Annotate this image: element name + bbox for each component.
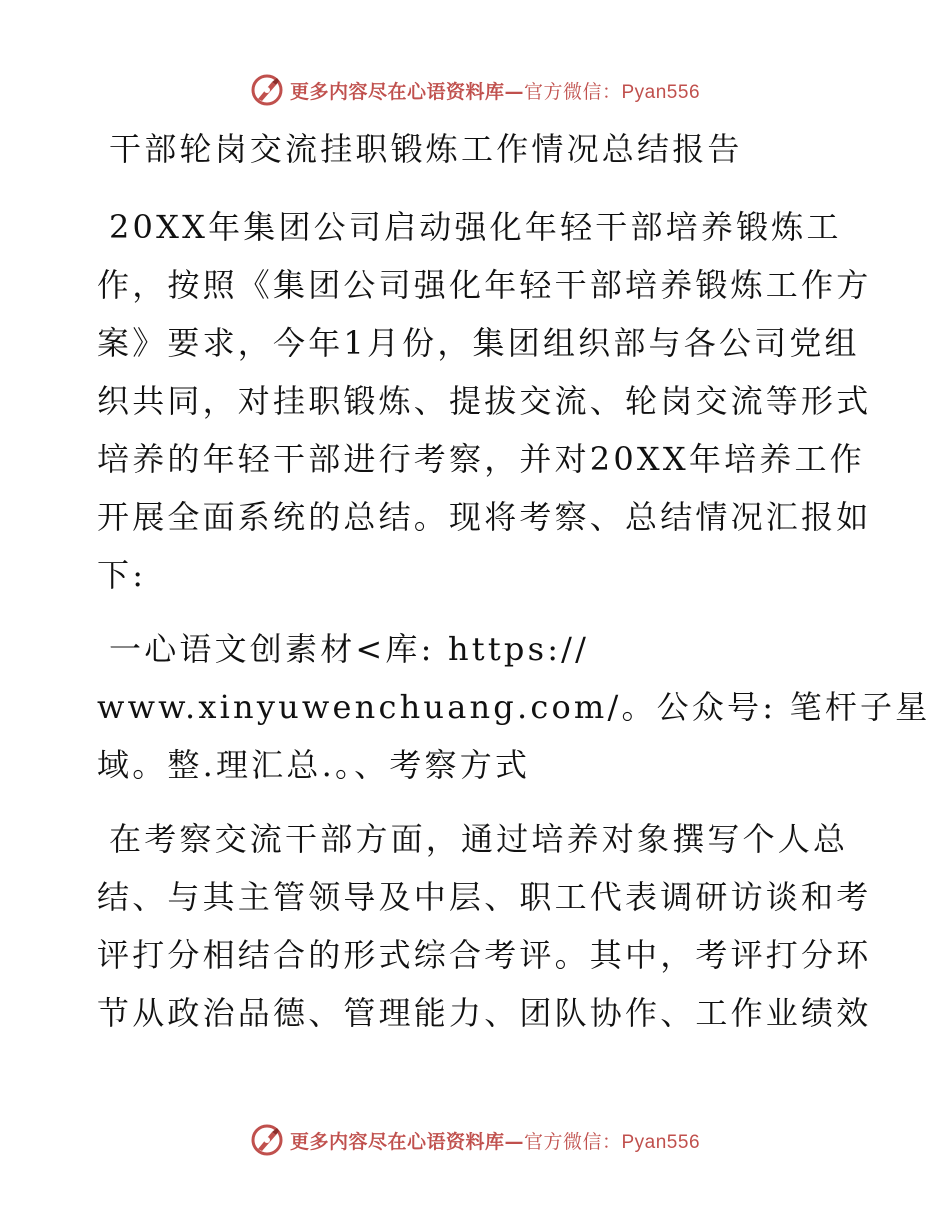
paragraph-line: 域。整.理汇总.。、考察方式: [97, 746, 531, 784]
quill-logo-icon: [250, 1123, 284, 1157]
paragraph-line: 评打分相结合的形式综合考评。其中，考评打分环: [97, 936, 872, 974]
footer-site-name: 更多内容尽在心语资料库: [289, 1130, 505, 1153]
paragraph-line: 作，按照《集团公司强化年轻干部培养锻炼工作方: [97, 266, 872, 304]
header-banner: [0, 70, 950, 110]
document-title: 干部轮岗交流挂职锻炼工作情况总结报告: [109, 130, 743, 168]
footer-wechat-id: Pyan556: [621, 1131, 701, 1153]
paragraph-line: 一心语文创素材<库: https://: [109, 630, 590, 668]
footer-text: [290, 1127, 700, 1154]
paragraph-line: 培养的年轻干部进行考察，并对20XX年培养工作: [97, 440, 865, 478]
paragraph-3: [97, 810, 872, 1042]
paragraph-line: 织共同，对挂职锻炼、提拔交流、轮岗交流等形式: [97, 382, 872, 420]
footer-wechat-label: 官方微信：: [523, 1130, 622, 1153]
paragraph-line: 在考察交流干部方面，通过培养对象撰写个人总: [109, 820, 849, 858]
header-wechat-label: 官方微信：: [523, 80, 622, 103]
header-text: [290, 77, 700, 104]
paragraph-line: 下:: [97, 556, 147, 594]
paragraph-line: 案》要求，今年1月份，集团组织部与各公司党组: [97, 324, 860, 362]
footer-dash: —: [504, 1130, 524, 1153]
paragraph-line: 20XX年集团公司启动强化年轻干部培养锻炼工: [109, 208, 842, 246]
header-site-name: 更多内容尽在心语资料库: [289, 80, 505, 103]
footer-banner: [0, 1120, 950, 1160]
paragraph-line: 开展全面系统的总结。现将考察、总结情况汇报如: [97, 498, 872, 536]
paragraph-1: [97, 198, 872, 604]
document-body: [97, 120, 931, 1042]
paragraph-line: 结、与其主管领导及中层、职工代表调研访谈和考: [97, 878, 872, 916]
header-dash: —: [504, 80, 524, 103]
paragraph-2: [97, 620, 931, 794]
quill-logo-icon: [250, 73, 284, 107]
header-wechat-id: Pyan556: [621, 81, 701, 103]
paragraph-line: 节从政治品德、管理能力、团队协作、工作业绩效: [97, 994, 872, 1032]
paragraph-line: www.xinyuwenchuang.com/。公众号: 笔杆子星: [97, 688, 931, 726]
